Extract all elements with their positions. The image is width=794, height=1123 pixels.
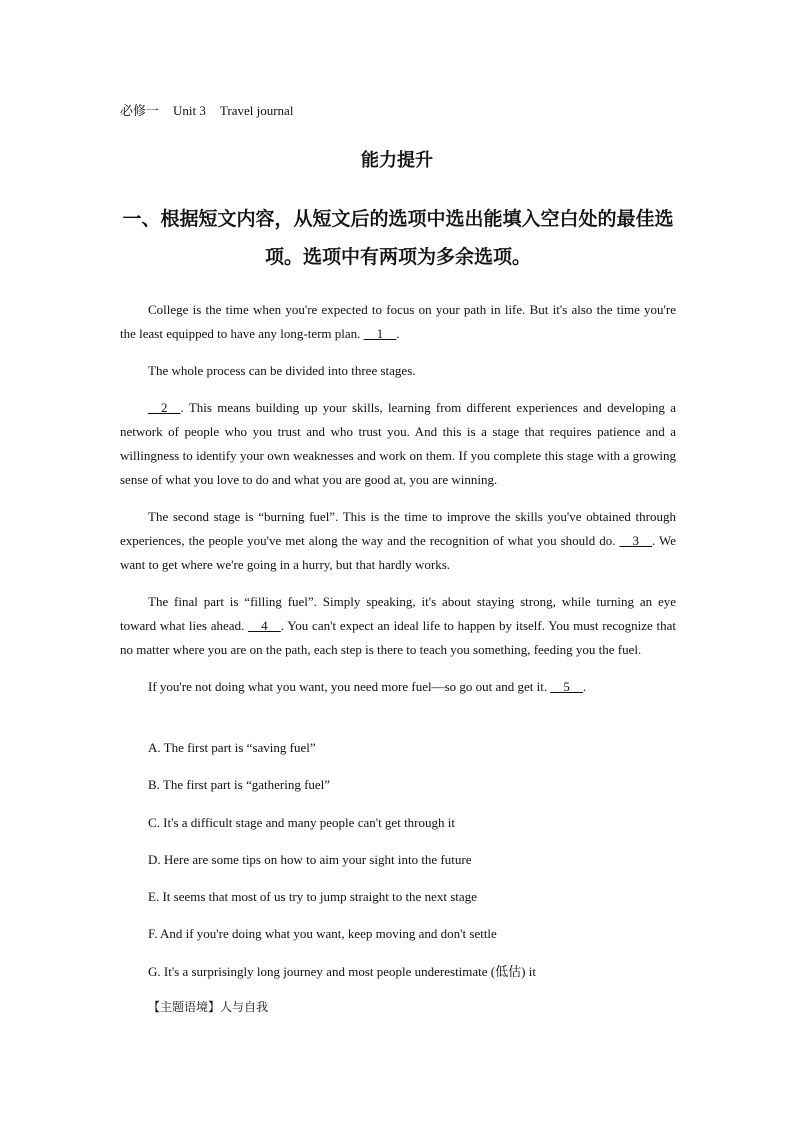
- unit-topic: Travel journal: [219, 103, 294, 118]
- passage-paragraph: The final part is “filling fuel”. Simply speaking, it's about staying strong, while turning an eye toward what lies ahead. __4__. You can't expect an ideal life to happen by itself. You must recognize that no matter where you are on the path, each step is there to teach you something, feeding you the fuel.: [120, 594, 677, 657]
- passage-paragraph: The whole process can be divided into three stages.: [148, 363, 416, 378]
- theme-context: [148, 998, 268, 1015]
- passage-paragraph: __2__. This means building up your skills, learning from different experiences and developing a network of people who you trust and who trust you. And this is a stage that requires patience and a willingness to identify your own weaknesses and work on them. If you complete this stage with a growing sense of what you love to do and what you are good at, you are winning.: [120, 396, 676, 492]
- answer-options: [148, 736, 536, 997]
- option-f: F. And if you're doing what you want, keep moving and don't settle: [148, 926, 497, 942]
- theme-value: 人与自我: [220, 1000, 269, 1014]
- answer-blank-4: __4__: [248, 618, 281, 633]
- exercise-instruction: 一、根据短文内容，从短文后的选项中选出能填入空白处的最佳选项。选项中有两项为多余选项。: [122, 208, 674, 268]
- unit-label: Unit 3: [173, 103, 206, 118]
- answer-blank-1: __1__: [363, 326, 397, 341]
- passage-paragraph: College is the time when you're expected to focus on your path in life. But it's also the time you're the least equipped to have any long-term plan. __1__.: [120, 298, 676, 346]
- option-c: C. It's a difficult stage and many people can't get through it: [148, 814, 455, 830]
- page-header: [120, 100, 293, 119]
- passage-paragraph: The second stage is “burning fuel”. This is the time to improve the skills you've obtained through experiences, the people you've met along the way and the recognition of what you should do. __3__. We want to get where we're going in a hurry, but that hardly works.: [120, 509, 676, 572]
- theme-label: 【主题语境】: [148, 1000, 221, 1014]
- answer-blank-3: __3__: [619, 533, 652, 548]
- option-b: B. The first part is “gathering fuel”: [148, 777, 331, 793]
- reading-passage: [120, 298, 676, 712]
- answer-blank-2: __2__: [148, 400, 181, 415]
- course-label: 必修一: [120, 103, 160, 118]
- answer-blank-5: __5__: [550, 679, 583, 694]
- option-g: G. It's a surprisingly long journey and most people underestimate (低估) it: [148, 963, 536, 979]
- passage-paragraph: If you're not doing what you want, you need more fuel—so go out and get it. __5__.: [120, 675, 676, 699]
- option-d: D. Here are some tips on how to aim your sight into the future: [148, 851, 472, 867]
- section-title: 能力提升: [361, 150, 433, 171]
- option-e: E. It seems that most of us try to jump straight to the next stage: [148, 889, 477, 905]
- option-a: A. The first part is “saving fuel”: [148, 740, 316, 755]
